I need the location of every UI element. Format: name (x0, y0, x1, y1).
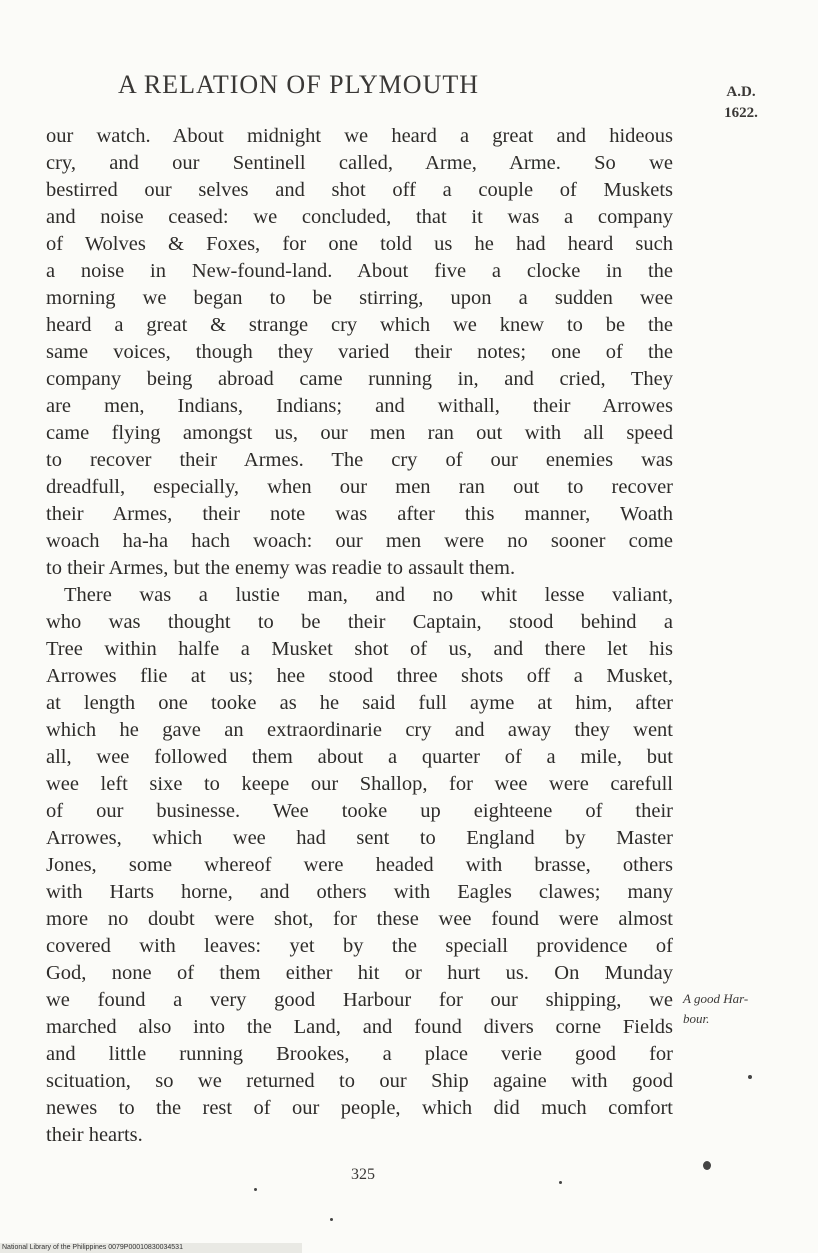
text-line: who was thought to be their Captain, stood behind a (46, 611, 673, 633)
margin-note-line: bour. (683, 1011, 710, 1026)
ink-speck (559, 1181, 562, 1184)
text-line: we found a very good Harbour for our shipping, we (46, 989, 673, 1011)
text-line: dreadfull, especially, when our men ran out to recover (46, 476, 673, 498)
margin-date-year: 1622. (724, 105, 758, 121)
text-line: Tree within halfe a Musket shot of us, and there let his (46, 638, 673, 660)
margin-date (706, 82, 776, 124)
text-line: which he gave an extraordinarie cry and away they went (46, 719, 673, 741)
text-line: same voices, though they varied their notes; one of the (46, 341, 673, 363)
text-line: woach ha-ha hach woach: our men were no sooner come (46, 530, 673, 552)
margin-date-label: A.D. (726, 84, 756, 100)
text-line: Arrowes flie at us; hee stood three shots off a Musket, (46, 665, 673, 687)
text-line: wee left sixe to keepe our Shallop, for wee were carefull (46, 773, 673, 795)
text-line: of Wolves & Foxes, for one told us he had heard such (46, 233, 673, 255)
text-line: covered with leaves: yet by the speciall providence of (46, 935, 673, 957)
text-line: their hearts. (46, 1124, 143, 1146)
text-line: all, wee followed them about a quarter of a mile, but (46, 746, 673, 768)
ink-speck (330, 1218, 333, 1221)
text-line: heard a great & strange cry which we knew to be the (46, 314, 673, 336)
text-line: There was a lustie man, and no whit lesse valiant, (64, 584, 673, 606)
text-line: to their Armes, but the enemy was readie to assault them. (46, 557, 516, 579)
body-text (46, 123, 673, 1149)
text-line: bestirred our selves and shot off a couple of Muskets (46, 179, 673, 201)
text-line: more no doubt were shot, for these wee found were almost (46, 908, 673, 930)
text-line: company being abroad came running in, and cried, They (46, 368, 673, 390)
margin-note (683, 989, 803, 1029)
ink-speck (703, 1161, 711, 1170)
margin-note-line: A good Har- (683, 991, 749, 1006)
text-line: God, none of them either hit or hurt us. On Munday (46, 962, 673, 984)
text-line: are men, Indians, Indians; and withall, their Arrowes (46, 395, 673, 417)
text-line: newes to the rest of our people, which did much comfort (46, 1097, 673, 1119)
text-line: came flying amongst us, our men ran out with all speed (46, 422, 673, 444)
text-line: Arrowes, which wee had sent to England by Master (46, 827, 673, 849)
text-line: cry, and our Sentinell called, Arme, Arme. So we (46, 152, 673, 174)
text-line: our watch. About midnight we heard a great and hideous (46, 125, 673, 147)
text-line: scituation, so we returned to our Ship againe with good (46, 1070, 673, 1092)
text-line: at length one tooke as he said full ayme at him, after (46, 692, 673, 714)
text-line: of our businesse. Wee tooke up eighteene of their (46, 800, 673, 822)
text-line: and noise ceased: we concluded, that it was a company (46, 206, 673, 228)
text-line: to recover their Armes. The cry of our enemies was (46, 449, 673, 471)
text-line: Jones, some whereof were headed with brasse, others (46, 854, 673, 876)
text-line: their Armes, their note was after this manner, Woath (46, 503, 673, 525)
text-line: morning we began to be stirring, upon a sudden wee (46, 287, 673, 309)
text-line: with Harts horne, and others with Eagles clawes; many (46, 881, 673, 903)
text-line: marched also into the Land, and found divers corne Fields (46, 1016, 673, 1038)
text-line: a noise in New-found-land. About five a clocke in the (46, 260, 673, 282)
ink-speck (748, 1075, 752, 1079)
running-title: A RELATION OF PLYMOUTH (118, 70, 480, 99)
page-number: 325 (351, 1166, 375, 1183)
ink-speck (254, 1188, 257, 1191)
footer-credit: National Library of the Philippines 0079P00010830034531 (0, 1243, 302, 1253)
text-line: and little running Brookes, a place verie good for (46, 1043, 673, 1065)
